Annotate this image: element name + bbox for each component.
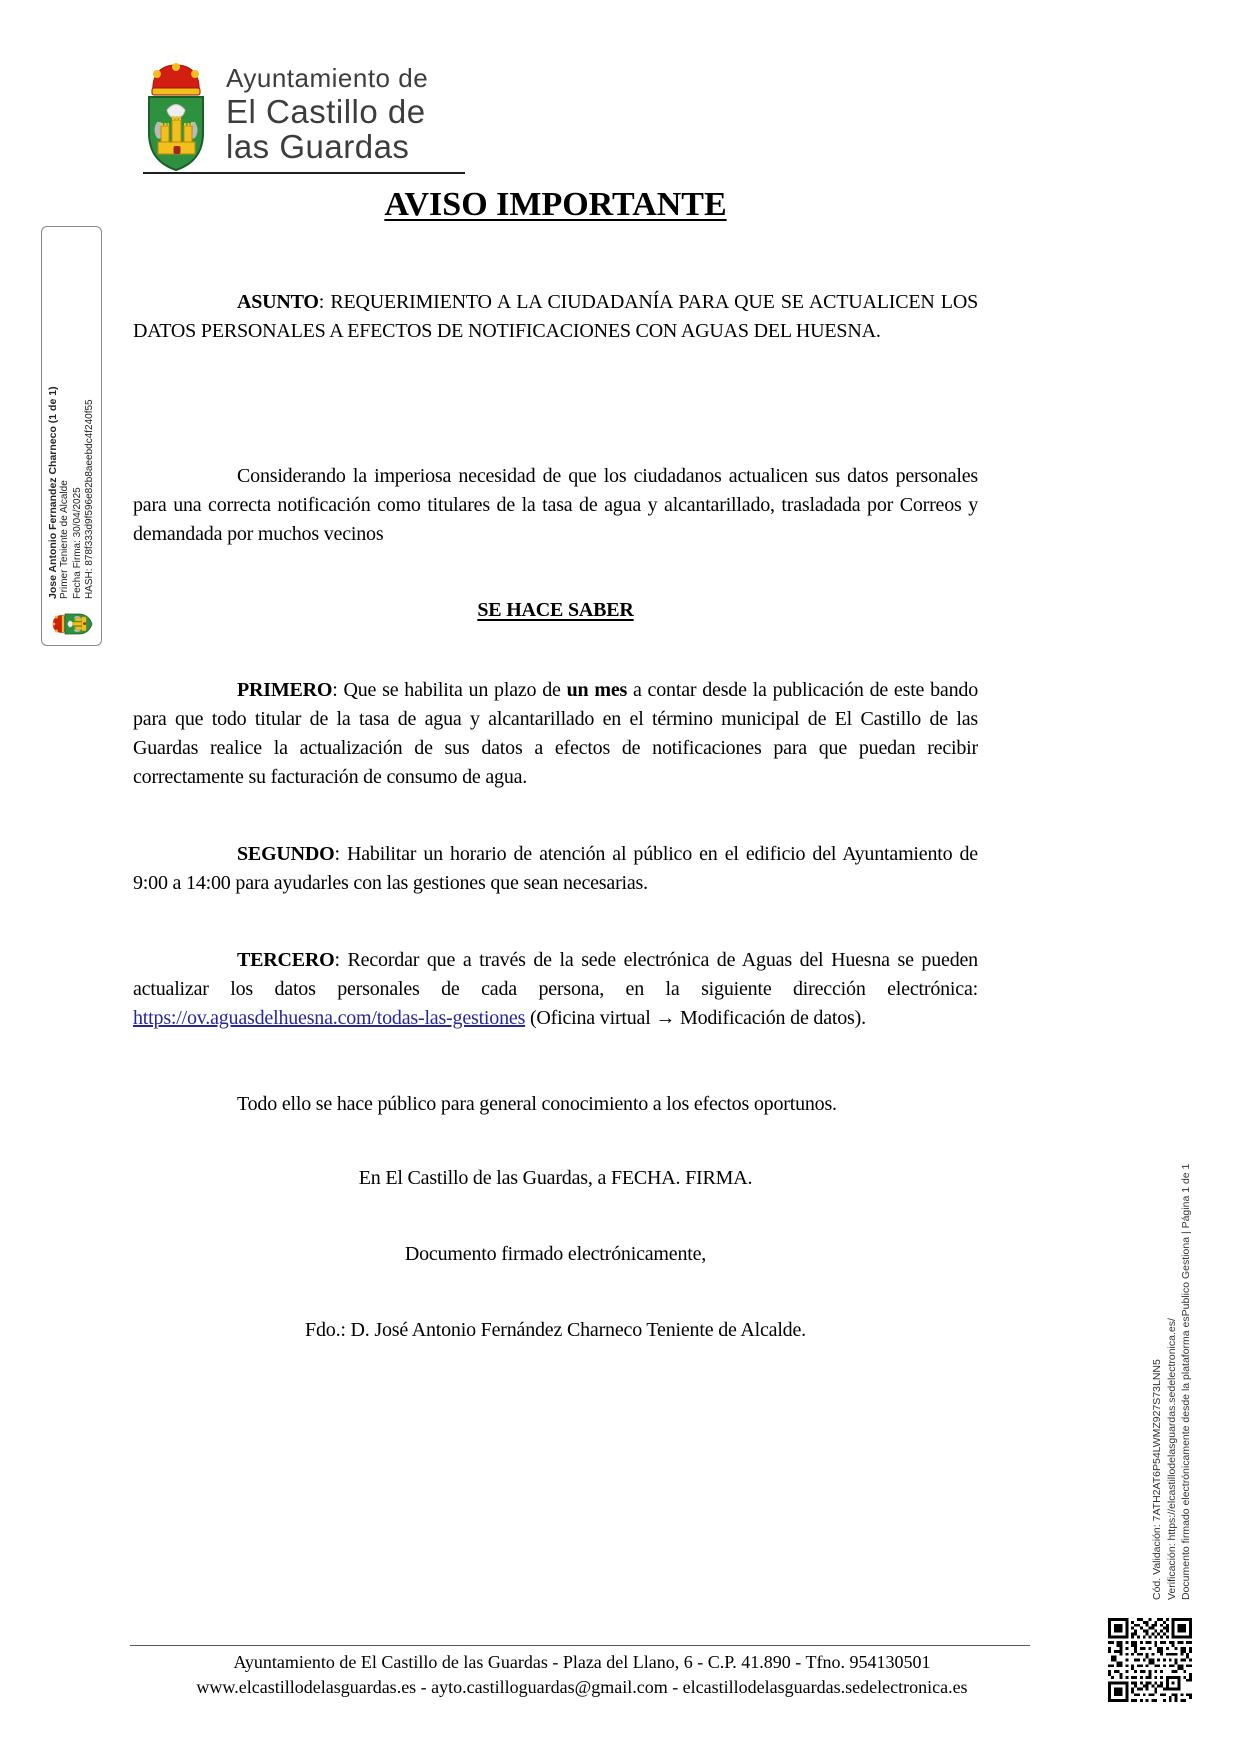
- platform-page-info: Documento firmado electrónicamente desde la plataforma esPublico Gestiona | Página 1 de 1: [1180, 1163, 1192, 1600]
- validation-metadata-rotated: [1150, 958, 1198, 1600]
- primero-text-post: a contar desde la publicación de este bando para que todo titular de la tasa de agua y alcantarillado en el término municipal de El Castillo de las Guardas realice la actualización de sus datos a efectos de notificaciones para que puedan recibir correctamente su facturación de consumo de agua.: [133, 679, 978, 788]
- footer-web-line: www.elcastillodelasguardas.es - ayto.castilloguardas@gmail.com - elcastillodelasguardas.sedelectronica.es: [196, 1677, 968, 1697]
- logo-text-line1: Ayuntamiento de: [226, 63, 429, 93]
- validation-metadata-sidebar: [1150, 958, 1198, 1600]
- paragraph-asunto: [133, 288, 978, 346]
- signature-lines: [47, 386, 97, 599]
- asunto-label: ASUNTO: [237, 291, 319, 313]
- primero-un-mes: un mes: [566, 679, 628, 701]
- header-logo: [141, 60, 428, 172]
- logo-text: [226, 62, 428, 172]
- segundo-label: SEGUNDO: [237, 843, 335, 865]
- validation-code: Cód. Validación: 7ATH2AT6P54LWMZ927S73LNN5: [1151, 1359, 1163, 1600]
- footer-address-line: Ayuntamiento de El Castillo de las Guardas - Plaza del Llano, 6 - C.P. 41.890 - Tfno. 954130501: [233, 1652, 931, 1672]
- coat-of-arms-icon: [51, 611, 93, 637]
- logo-text-line2: El Castillo de: [226, 93, 426, 130]
- signer-role: Primer Teniente de Alcalde: [59, 480, 70, 599]
- signature-date: Fecha Firma: 30/04/2025: [71, 487, 83, 599]
- primero-text-pre: : Que se habilita un plazo de: [332, 679, 567, 701]
- signed-electronically-line: Documento firmado electrónicamente,: [404, 1243, 707, 1265]
- footer-rule: [130, 1645, 1030, 1646]
- paragraph-tercero: [133, 946, 978, 1033]
- se-hace-saber-heading: SE HACE SABER: [477, 599, 634, 621]
- coat-of-arms-icon: [141, 60, 211, 172]
- logo-text-line3: las Guardas: [226, 128, 410, 165]
- tercero-text-post: (Oficina virtual → Modificación de datos).: [525, 1007, 866, 1029]
- paragraph-primero: [133, 676, 978, 792]
- paragraph-considerando: Considerando la imperiosa necesidad de que los ciudadanos actualicen sus datos personales para una correcta notificación como titulares de la tasa de agua y alcantarillado, trasladada por Correos y demandada por muchos vecinos: [133, 465, 978, 545]
- signature-hash: HASH: 878f333d9f596e82b8aeebdc4f240f55: [84, 399, 95, 599]
- paragraph-todo-ello: Todo ello se hace público para general conocimiento a los efectos oportunos.: [237, 1093, 837, 1115]
- signature-stamp-sidebar: [41, 226, 102, 646]
- primero-label: PRIMERO: [237, 679, 333, 701]
- paragraph-segundo: [133, 840, 978, 898]
- signature-stamp-rotated: [42, 227, 101, 645]
- asunto-text: : REQUERIMIENTO A LA CIUDADANÍA PARA QUE SE ACTUALICEN LOS DATOS PERSONALES A EFECTOS DE NOTIFICACIONES CON AGUAS DEL HUESNA.: [133, 291, 978, 342]
- signer-name: Jose Antonio Fernandez Charneco (1 de 1): [46, 386, 59, 599]
- aguas-del-huesna-link[interactable]: https://ov.aguasdelhuesna.com/todas-las-gestiones: [133, 1007, 526, 1029]
- notice-title: AVISO IMPORTANTE: [384, 186, 727, 223]
- segundo-text: : Habilitar un horario de atención al público en el edificio del Ayuntamiento de 9:00 a 14:00 para ayudarles con las gestiones que sean necesarias.: [133, 843, 978, 894]
- fdo-line: Fdo.: D. José Antonio Fernández Charneco Teniente de Alcalde.: [305, 1319, 806, 1341]
- verification-url: Verificación: https://elcastillodelasguardas.sedelectronica.es/: [1165, 1318, 1178, 1600]
- qr-code: [1108, 1618, 1192, 1702]
- tercero-label: TERCERO: [237, 949, 335, 971]
- tercero-text-pre: : Recordar que a través de la sede electrónica de Aguas del Huesna se pueden actualizar los datos personales de cada persona, en la siguiente dirección electrónica:: [133, 949, 978, 1000]
- logo-underline: [143, 172, 465, 174]
- place-date-line: En El Castillo de las Guardas, a FECHA. FIRMA.: [358, 1167, 753, 1189]
- footer: [133, 1650, 1031, 1700]
